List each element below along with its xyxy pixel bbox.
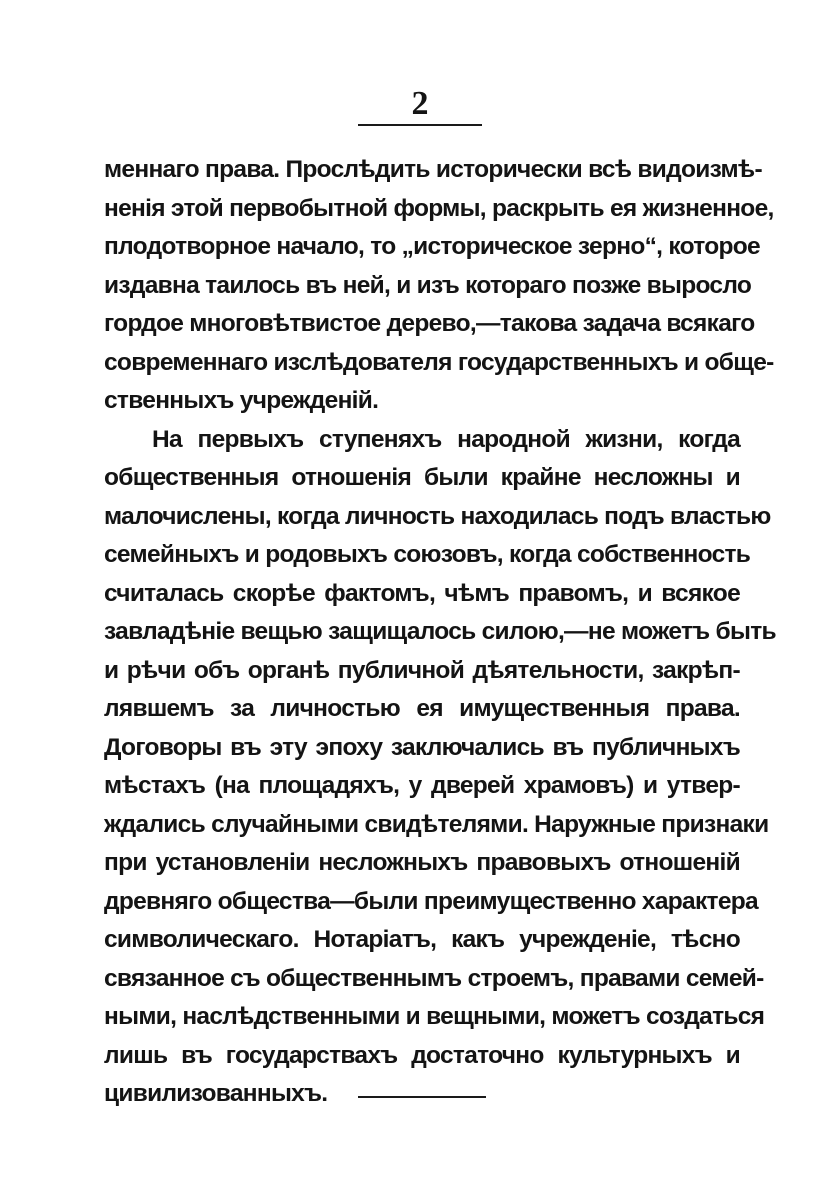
text-line: ненія этой первобытной формы, раскрыть ея жизненное, xyxy=(104,194,774,222)
text-line: современнаго изслѣдователя государственныхъ и обще- xyxy=(104,348,774,376)
text-line: завладѣніе вещью защищалось силою,—не можетъ быть xyxy=(104,618,776,645)
text-line: связанное съ общественнымъ строемъ, правами семей- xyxy=(104,964,764,992)
paragraph-end-line: ственныхъ учрежденій. xyxy=(104,387,379,414)
text-line: малочислены, когда личность находилась подъ властью xyxy=(104,502,771,530)
header-rule xyxy=(358,124,482,126)
text-line: меннаго права. Прослѣдить исторически всѣ видоизмѣ- xyxy=(104,156,762,183)
text-line: лявшемъ за личностью ея имущественныя права. xyxy=(104,695,740,722)
text-line: ждались случайными свидѣтелями. Наружные признаки xyxy=(104,810,769,838)
text-line: символическаго. Нотаріатъ, какъ учрежденіе, тѣсно xyxy=(104,926,740,953)
text-line: лишь въ государствахъ достаточно культурныхъ и xyxy=(104,1041,740,1069)
text-line: плодотворное начало, то „историческое зерно“, которое xyxy=(104,233,760,260)
text-line: древняго общества—были преимущественно характера xyxy=(104,887,758,915)
text-line: гордое многовѣтвистое дерево,—такова задача всякаго xyxy=(104,310,755,337)
text-line: мѣстахъ (на площадяхъ, у дверей храмовъ) и утвер- xyxy=(104,772,740,799)
footer-rule xyxy=(358,1096,486,1098)
text-line: считалась скорѣе фактомъ, чѣмъ правомъ, и всякое xyxy=(104,579,740,607)
text-line: общественныя отношенія были крайне несложны и xyxy=(104,464,740,491)
text-line: при установленіи несложныхъ правовыхъ отношеній xyxy=(104,849,740,876)
paragraph-end-line: цивилизованныхъ. xyxy=(104,1080,328,1107)
text-line: Договоры въ эту эпоху заключались въ публичныхъ xyxy=(104,733,740,761)
paragraph-start-line: На первыхъ ступеняхъ народной жизни, когда xyxy=(152,425,740,453)
text-line: семейныхъ и родовыхъ союзовъ, когда собственность xyxy=(104,541,751,568)
body-text xyxy=(104,151,776,1114)
text-line: и рѣчи объ органѣ публичной дѣятельности, закрѣп- xyxy=(104,656,740,684)
page-number: 2 xyxy=(411,85,429,122)
text-line: ными, наслѣдственными и вещными, можетъ создаться xyxy=(104,1003,765,1030)
text-line: издавна таилось въ ней, и изъ котораго позже выросло xyxy=(104,271,752,299)
